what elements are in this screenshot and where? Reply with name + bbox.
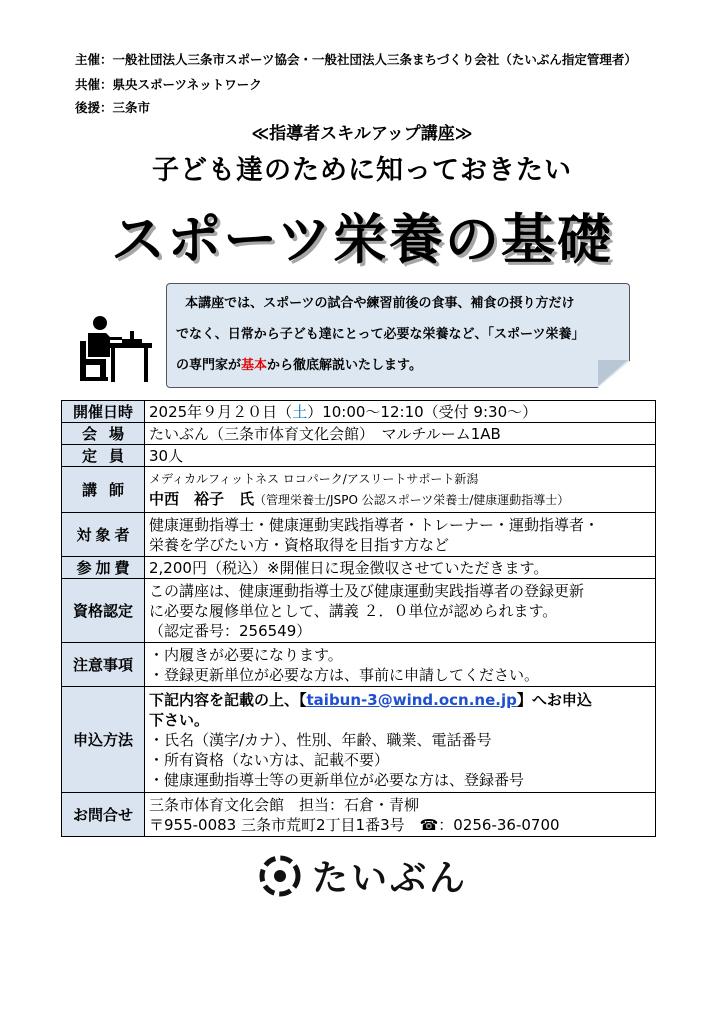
apply-item-3: ・健康運動指導士等の更新単位が必要な方は、登録番号	[149, 770, 525, 789]
table-row	[62, 557, 656, 579]
apply-value	[145, 687, 656, 793]
date-label: 開催日時	[62, 401, 145, 423]
contact-value	[145, 793, 656, 837]
table-row	[62, 793, 656, 837]
cert-label: 資格認定	[62, 579, 145, 643]
date-value: 2025年９月２０日（土）10:00～12:10（受付 9:30～）	[145, 401, 656, 423]
fee-label: 参加費	[62, 557, 145, 579]
intro-line-3: の専門家が基本から徹底解説いたします。	[176, 358, 422, 373]
capacity-label: 定員	[62, 445, 145, 467]
cert-value	[145, 579, 656, 643]
notes-line-1: ・内履きが必要になります。	[149, 645, 343, 664]
venue-value: たいぶん（三条市体育文化会館） マルチルーム1AB	[145, 423, 656, 445]
table-row	[62, 687, 656, 793]
apply-item-2: ・所有資格（ない方は、記載不要）	[149, 750, 390, 769]
target-line-1: 健康運動指導士・健康運動実践指導者・トレーナー・運動指導者・	[149, 515, 600, 534]
intro-text	[176, 288, 624, 381]
intro-line-2: でなく、日常から子ども達にとって必要な栄養など、「スポーツ栄養」	[176, 327, 585, 342]
support-line: 後援：三条市	[75, 100, 151, 115]
host-line: 主催：一般社団法人三条市スポーツ協会・一般社団法人三条まちづくり会社（たいぶん指定管理者）	[75, 52, 637, 67]
cert-line-3: （認定番号：256549）	[149, 621, 312, 640]
taibun-logo-text: たいぶん	[312, 858, 469, 899]
target-label: 対象者	[62, 513, 145, 557]
lecturer-quals: （管理栄養士/JSPO 公認スポーツ栄養士/健康運動指導士）	[254, 493, 570, 507]
apply-line-2: 下さい。	[149, 710, 210, 729]
apply-email-link[interactable]: taibun-3@wind.ocn.ne.jp	[306, 690, 517, 709]
notes-label: 注意事項	[62, 643, 145, 687]
table-row	[62, 513, 656, 557]
capacity-value: 30人	[145, 445, 656, 467]
table-row	[62, 401, 656, 423]
table-row	[62, 423, 656, 445]
lecturer-value	[145, 467, 656, 513]
event-details-table	[61, 400, 656, 837]
notes-value	[145, 643, 656, 687]
table-row	[62, 445, 656, 467]
lecturer-line	[149, 489, 651, 510]
cert-line-1: この講座は、健康運動指導士及び健康運動実践指導者の登録更新	[149, 581, 585, 600]
cohost-line: 共催：県央スポーツネットワーク	[75, 77, 262, 92]
notes-line-2: ・登録更新単位が必要な方は、事前に申請してください。	[149, 665, 540, 684]
lecturer-affiliation: メディカルフィットネス ロコパーク/アスリートサポート新潟	[149, 472, 479, 486]
intro-line-1: 本講座では、スポーツの試合や練習前後の食事、補食の摂り方だけ	[185, 296, 575, 311]
table-row	[62, 467, 656, 513]
fee-value: 2,200円（税込）※開催日に現金徴収させていただきます。	[145, 557, 656, 579]
lecturer-label: 講師	[62, 467, 145, 513]
table-row	[62, 643, 656, 687]
weekday: 土	[292, 402, 308, 421]
apply-label: 申込方法	[62, 687, 145, 793]
lecturer-at-desk-icon	[78, 315, 154, 385]
apply-item-1: ・氏名（漢字/カナ）、性別、年齢、職業、電話番号	[149, 730, 492, 749]
page-title: スポーツ栄養の基礎	[111, 208, 613, 271]
table-row	[62, 579, 656, 643]
apply-line-1: 下記内容を記載の上、【taibun-3@wind.ocn.ne.jp】へお申込	[149, 690, 592, 709]
venue-label: 会場	[62, 423, 145, 445]
course-label: ≪指導者スキルアップ講座≫	[251, 124, 473, 144]
target-line-2: 栄養を学びたい方・資格取得を目指す方など	[149, 535, 450, 554]
target-value	[145, 513, 656, 557]
cert-line-2: に必要な履修単位として、講義 ２．０単位が認められます。	[149, 601, 558, 620]
contact-label: お問合せ	[62, 793, 145, 837]
subtitle: 子ども達のために知っておきたい	[152, 155, 572, 186]
intro-highlight: 基本	[241, 358, 268, 373]
lecturer-name: 中西 裕子 氏	[149, 490, 255, 508]
contact-line-2: 〒955-0083 三条市荒町2丁目1番3号 ☎：0256-36-0700	[149, 815, 560, 834]
contact-line-1: 三条市体育文化会館 担当：石倉・青柳	[149, 795, 420, 814]
taibun-logo-icon	[258, 854, 302, 898]
